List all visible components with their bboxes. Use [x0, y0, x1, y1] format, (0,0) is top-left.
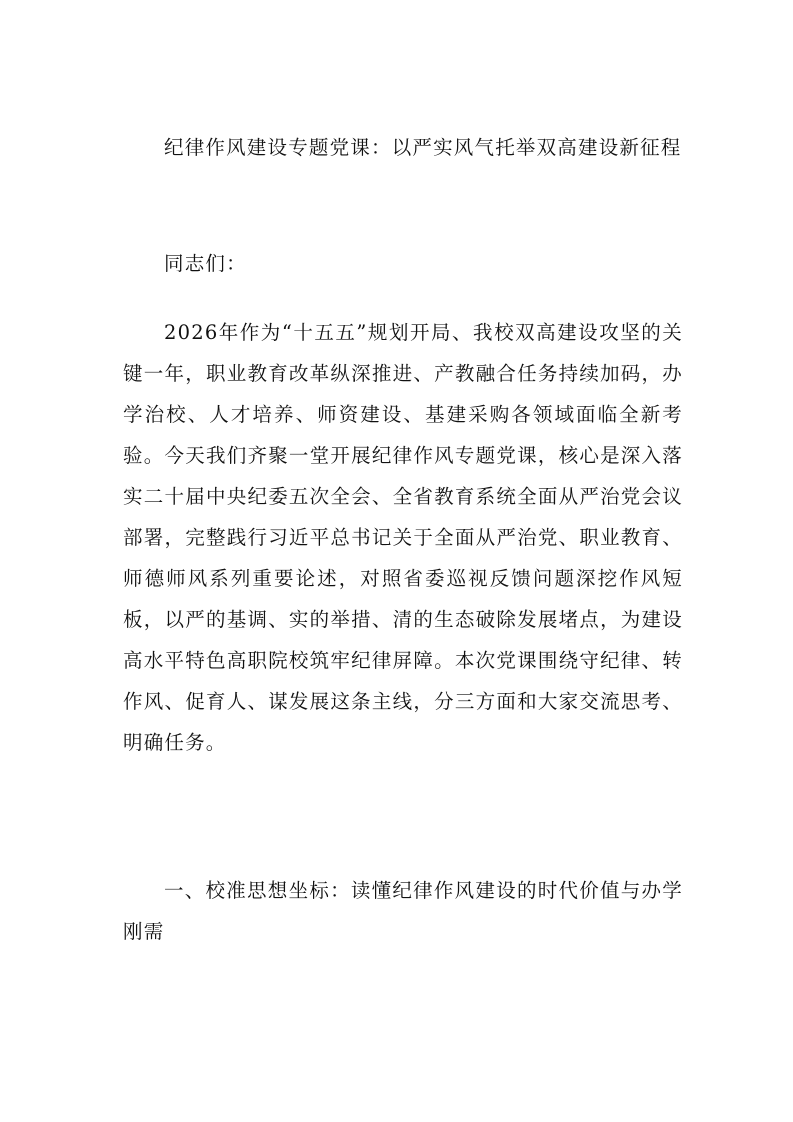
body-paragraph: 2026年作为“十五五”规划开局、我校双高建设攻坚的关键一年，职业教育改革纵深推进、产教融合任务持续加码，办学治校、人才培养、师资建设、基建采购各领域面临全新考验。今天我们齐聚一堂开展纪律作风专题党课，核心是深入落实二十届中央纪委五次全会、全省教育系统全面从严治党会议部署，完整践行习近平总书记关于全面从严治党、职业教育、师德师风系列重要论述，对照省委巡视反馈问题深挖作风短板，以严的基调、实的举措、清的生态破除发展堵点，为建设高水平特色高职院校筑牢纪律屏障。本次党课围绕守纪律、转作风、促育人、谋发展这条主线，分三方面和大家交流思考、明确任务。	[123, 321, 683, 754]
section-heading: 一、校准思想坐标：读懂纪律作风建设的时代价值与办学刚需	[123, 879, 683, 943]
salutation: 同志们：	[164, 252, 247, 275]
document-title: 纪律作风建设专题党课：以严实风气托举双高建设新征程	[164, 136, 682, 159]
